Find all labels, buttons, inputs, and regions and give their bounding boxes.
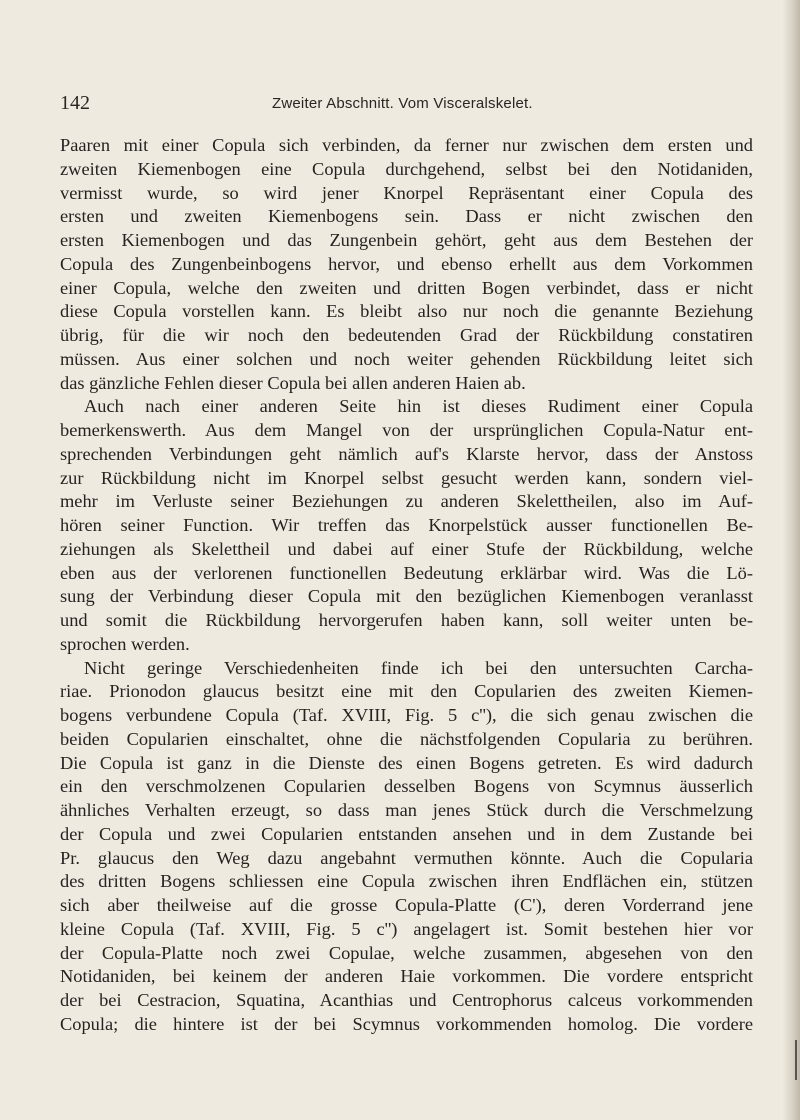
text-line: übrig, für die wir noch den bedeutenden Grad der Rückbildung constatiren: [60, 325, 753, 345]
paragraph: [60, 395, 753, 656]
text-line: kleine Copula (Taf. XVIII, Fig. 5 c'') angelagert ist. Somit bestehen hier vor: [60, 918, 753, 939]
text-line: Copula des Zungenbeinbogens hervor, und ebenso erhellt aus dem Vorkommen: [60, 253, 753, 274]
paragraph: [60, 657, 753, 1037]
text-line: der Copula-Platte noch zwei Copulae, welche zusammen, abgesehen von den: [60, 942, 753, 963]
page-edge-mark: [795, 1040, 797, 1080]
text-line: des dritten Bogens schliessen eine Copula zwischen ihren Endflächen ein, stützen: [60, 871, 753, 892]
text-line: riae. Prionodon glaucus besitzt eine mit den Copularien des zweiten Kiemen-: [60, 681, 753, 702]
text-line: der Copula und zwei Copularien entstanden ansehen und in dem Zustande bei: [60, 823, 753, 844]
text-line: Auch nach einer anderen Seite hin ist dieses Rudiment einer Copula: [84, 396, 753, 417]
text-line: diese Copula vorstellen kann. Es bleibt also nur noch die genannte Beziehung: [60, 301, 753, 322]
page-number: 142: [60, 92, 90, 114]
text-line: und somit die Rückbildung hervorgerufen haben kann, soll weiter unten be-: [60, 610, 753, 630]
text-line: Die Copula ist ganz in die Dienste des einen Bogens getreten. Es wird dadurch: [60, 752, 753, 773]
text-line: Notidaniden, bei keinem der anderen Haie vorkommen. Die vordere entspricht: [60, 966, 753, 987]
text-line: ersten Kiemenbogen und das Zungenbein gehört, geht aus dem Bestehen der: [60, 230, 753, 250]
text-line: sich aber theilweise auf die grosse Copula-Platte (C'), deren Vorderrand jene: [60, 895, 753, 915]
text-line: der bei Cestracion, Squatina, Acanthias und Centrophorus calceus vorkommenden: [60, 990, 753, 1010]
text-line: sung der Verbindung dieser Copula mit den bezüglichen Kiemenbogen veranlasst: [60, 586, 753, 607]
text-line: einer Copula, welche den zweiten und dritten Bogen verbindet, dass er nicht: [60, 277, 753, 298]
text-line: Paaren mit einer Copula sich verbinden, da ferner nur zwischen dem ersten und: [60, 135, 753, 155]
running-head: Zweiter Abschnitt. Vom Visceralskelet.: [272, 95, 533, 112]
text-line: das gänzliche Fehlen dieser Copula bei allen anderen Haien ab.: [60, 372, 526, 393]
text-line: vermisst wurde, so wird jener Knorpel Repräsentant einer Copula des: [60, 182, 753, 203]
text-line: ersten und zweiten Kiemenbogens sein. Dass er nicht zwischen den: [60, 206, 753, 227]
paragraph: [60, 134, 753, 395]
text-line: zur Rückbildung nicht im Knorpel selbst gesucht werden kann, sondern viel-: [60, 467, 753, 488]
body-text: [60, 134, 753, 1037]
text-line: beiden Copularien einschaltet, ohne die nächstfolgenden Copularia zu berühren.: [60, 728, 753, 749]
text-line: sprochen werden.: [60, 633, 190, 654]
text-line: ähnliches Verhalten erzeugt, so dass man jenes Stück durch die Verschmelzung: [60, 800, 753, 820]
text-line: ziehungen als Skelettheil und dabei auf einer Stufe der Rückbildung, welche: [60, 538, 753, 559]
page-header: [60, 92, 750, 114]
text-line: mehr im Verluste seiner Beziehungen zu anderen Skelettheilen, also im Auf-: [60, 491, 753, 512]
text-line: bogens verbundene Copula (Taf. XVIII, Fig. 5 c''), die sich genau zwischen die: [60, 705, 753, 725]
text-line: Pr. glaucus den Weg dazu angebahnt vermuthen könnte. Auch die Copularia: [60, 847, 753, 868]
text-line: müssen. Aus einer solchen und noch weiter gehenden Rückbildung leitet sich: [60, 348, 753, 369]
text-line: sprechenden Verbindungen geht nämlich auf's Klarste hervor, dass der Anstoss: [60, 443, 753, 464]
text-line: eben aus der verlorenen functionellen Bedeutung erklärbar wird. Was die Lö-: [60, 562, 753, 583]
text-line: Nicht geringe Verschiedenheiten finde ich bei den untersuchten Carcha-: [84, 657, 753, 678]
text-line: hören seiner Function. Wir treffen das Knorpelstück ausser functionellen Be-: [60, 515, 753, 535]
text-line: zweiten Kiemenbogen eine Copula durchgehend, selbst bei den Notidaniden,: [60, 158, 753, 179]
text-line: ein den verschmolzenen Copularien desselben Bogens von Scymnus äusserlich: [60, 776, 753, 797]
page-edge-shadow: [782, 0, 800, 1120]
text-line: bemerkenswerth. Aus dem Mangel von der ursprünglichen Copula-Natur ent-: [60, 420, 753, 440]
text-line: Copula; die hintere ist der bei Scymnus vorkommenden homolog. Die vordere: [60, 1013, 753, 1034]
